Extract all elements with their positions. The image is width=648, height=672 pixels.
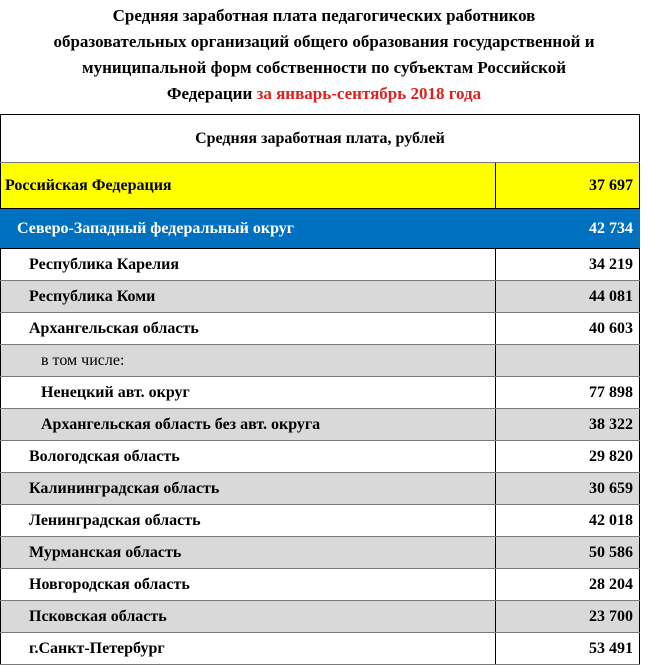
region-name: Республика Карелия xyxy=(0,249,496,280)
federation-name: Российская Федерация xyxy=(0,163,496,208)
region-value: 42 018 xyxy=(496,505,640,536)
table-row xyxy=(0,505,640,537)
region-value: 44 081 xyxy=(496,281,640,312)
region-name: Новгородская область xyxy=(0,569,496,600)
table-row xyxy=(0,473,640,505)
region-value: 77 898 xyxy=(496,377,640,408)
region-name: Ненецкий авт. округ xyxy=(0,377,496,408)
title-period-highlight: за январь-сентябрь 2018 года xyxy=(256,84,482,103)
district-row xyxy=(0,209,640,249)
region-name: г.Санкт-Петербург xyxy=(0,633,496,664)
region-name: Архангельская область xyxy=(0,313,496,344)
title-line-1: Средняя заработная плата педагогических работников xyxy=(112,6,536,25)
table-row xyxy=(0,281,640,313)
district-value: 42 734 xyxy=(496,209,640,248)
table-row xyxy=(0,441,640,473)
federation-value: 37 697 xyxy=(496,163,640,208)
table-row xyxy=(0,377,640,409)
region-name: Республика Коми xyxy=(0,281,496,312)
title-line-3: муниципальной форм собственности по субъектам Российской xyxy=(82,58,566,77)
table-row xyxy=(0,313,640,345)
region-value: 38 322 xyxy=(496,409,640,440)
region-value xyxy=(496,345,640,376)
region-value: 40 603 xyxy=(496,313,640,344)
region-value: 23 700 xyxy=(496,601,640,632)
region-value: 34 219 xyxy=(496,249,640,280)
region-value: 53 491 xyxy=(496,633,640,664)
region-name: Архангельская область без авт. округа xyxy=(0,409,496,440)
table-header-row xyxy=(0,115,640,163)
region-name: Калининградская область xyxy=(0,473,496,504)
region-value: 50 586 xyxy=(496,537,640,568)
table-row xyxy=(0,249,640,281)
table-row xyxy=(0,345,640,377)
title-line-2: образовательных организаций общего образования государственной и xyxy=(53,32,595,51)
region-value: 28 204 xyxy=(496,569,640,600)
region-value: 30 659 xyxy=(496,473,640,504)
table-row xyxy=(0,537,640,569)
table-row xyxy=(0,633,640,665)
region-name: Вологодская область xyxy=(0,441,496,472)
region-name: Ленинградская область xyxy=(0,505,496,536)
salary-table xyxy=(0,114,640,665)
region-value: 29 820 xyxy=(496,441,640,472)
table-row xyxy=(0,409,640,441)
report-title xyxy=(0,0,648,112)
region-name: Мурманская область xyxy=(0,537,496,568)
column-header: Средняя заработная плата, рублей xyxy=(0,115,640,162)
title-line-4-prefix: Федерации xyxy=(166,84,253,103)
title-line-4 xyxy=(0,81,648,107)
region-name: Псковская область xyxy=(0,601,496,632)
table-row xyxy=(0,569,640,601)
region-name: в том числе: xyxy=(0,345,496,376)
federation-row xyxy=(0,163,640,209)
table-row xyxy=(0,601,640,633)
district-name: Северо-Западный федеральный округ xyxy=(0,209,496,248)
